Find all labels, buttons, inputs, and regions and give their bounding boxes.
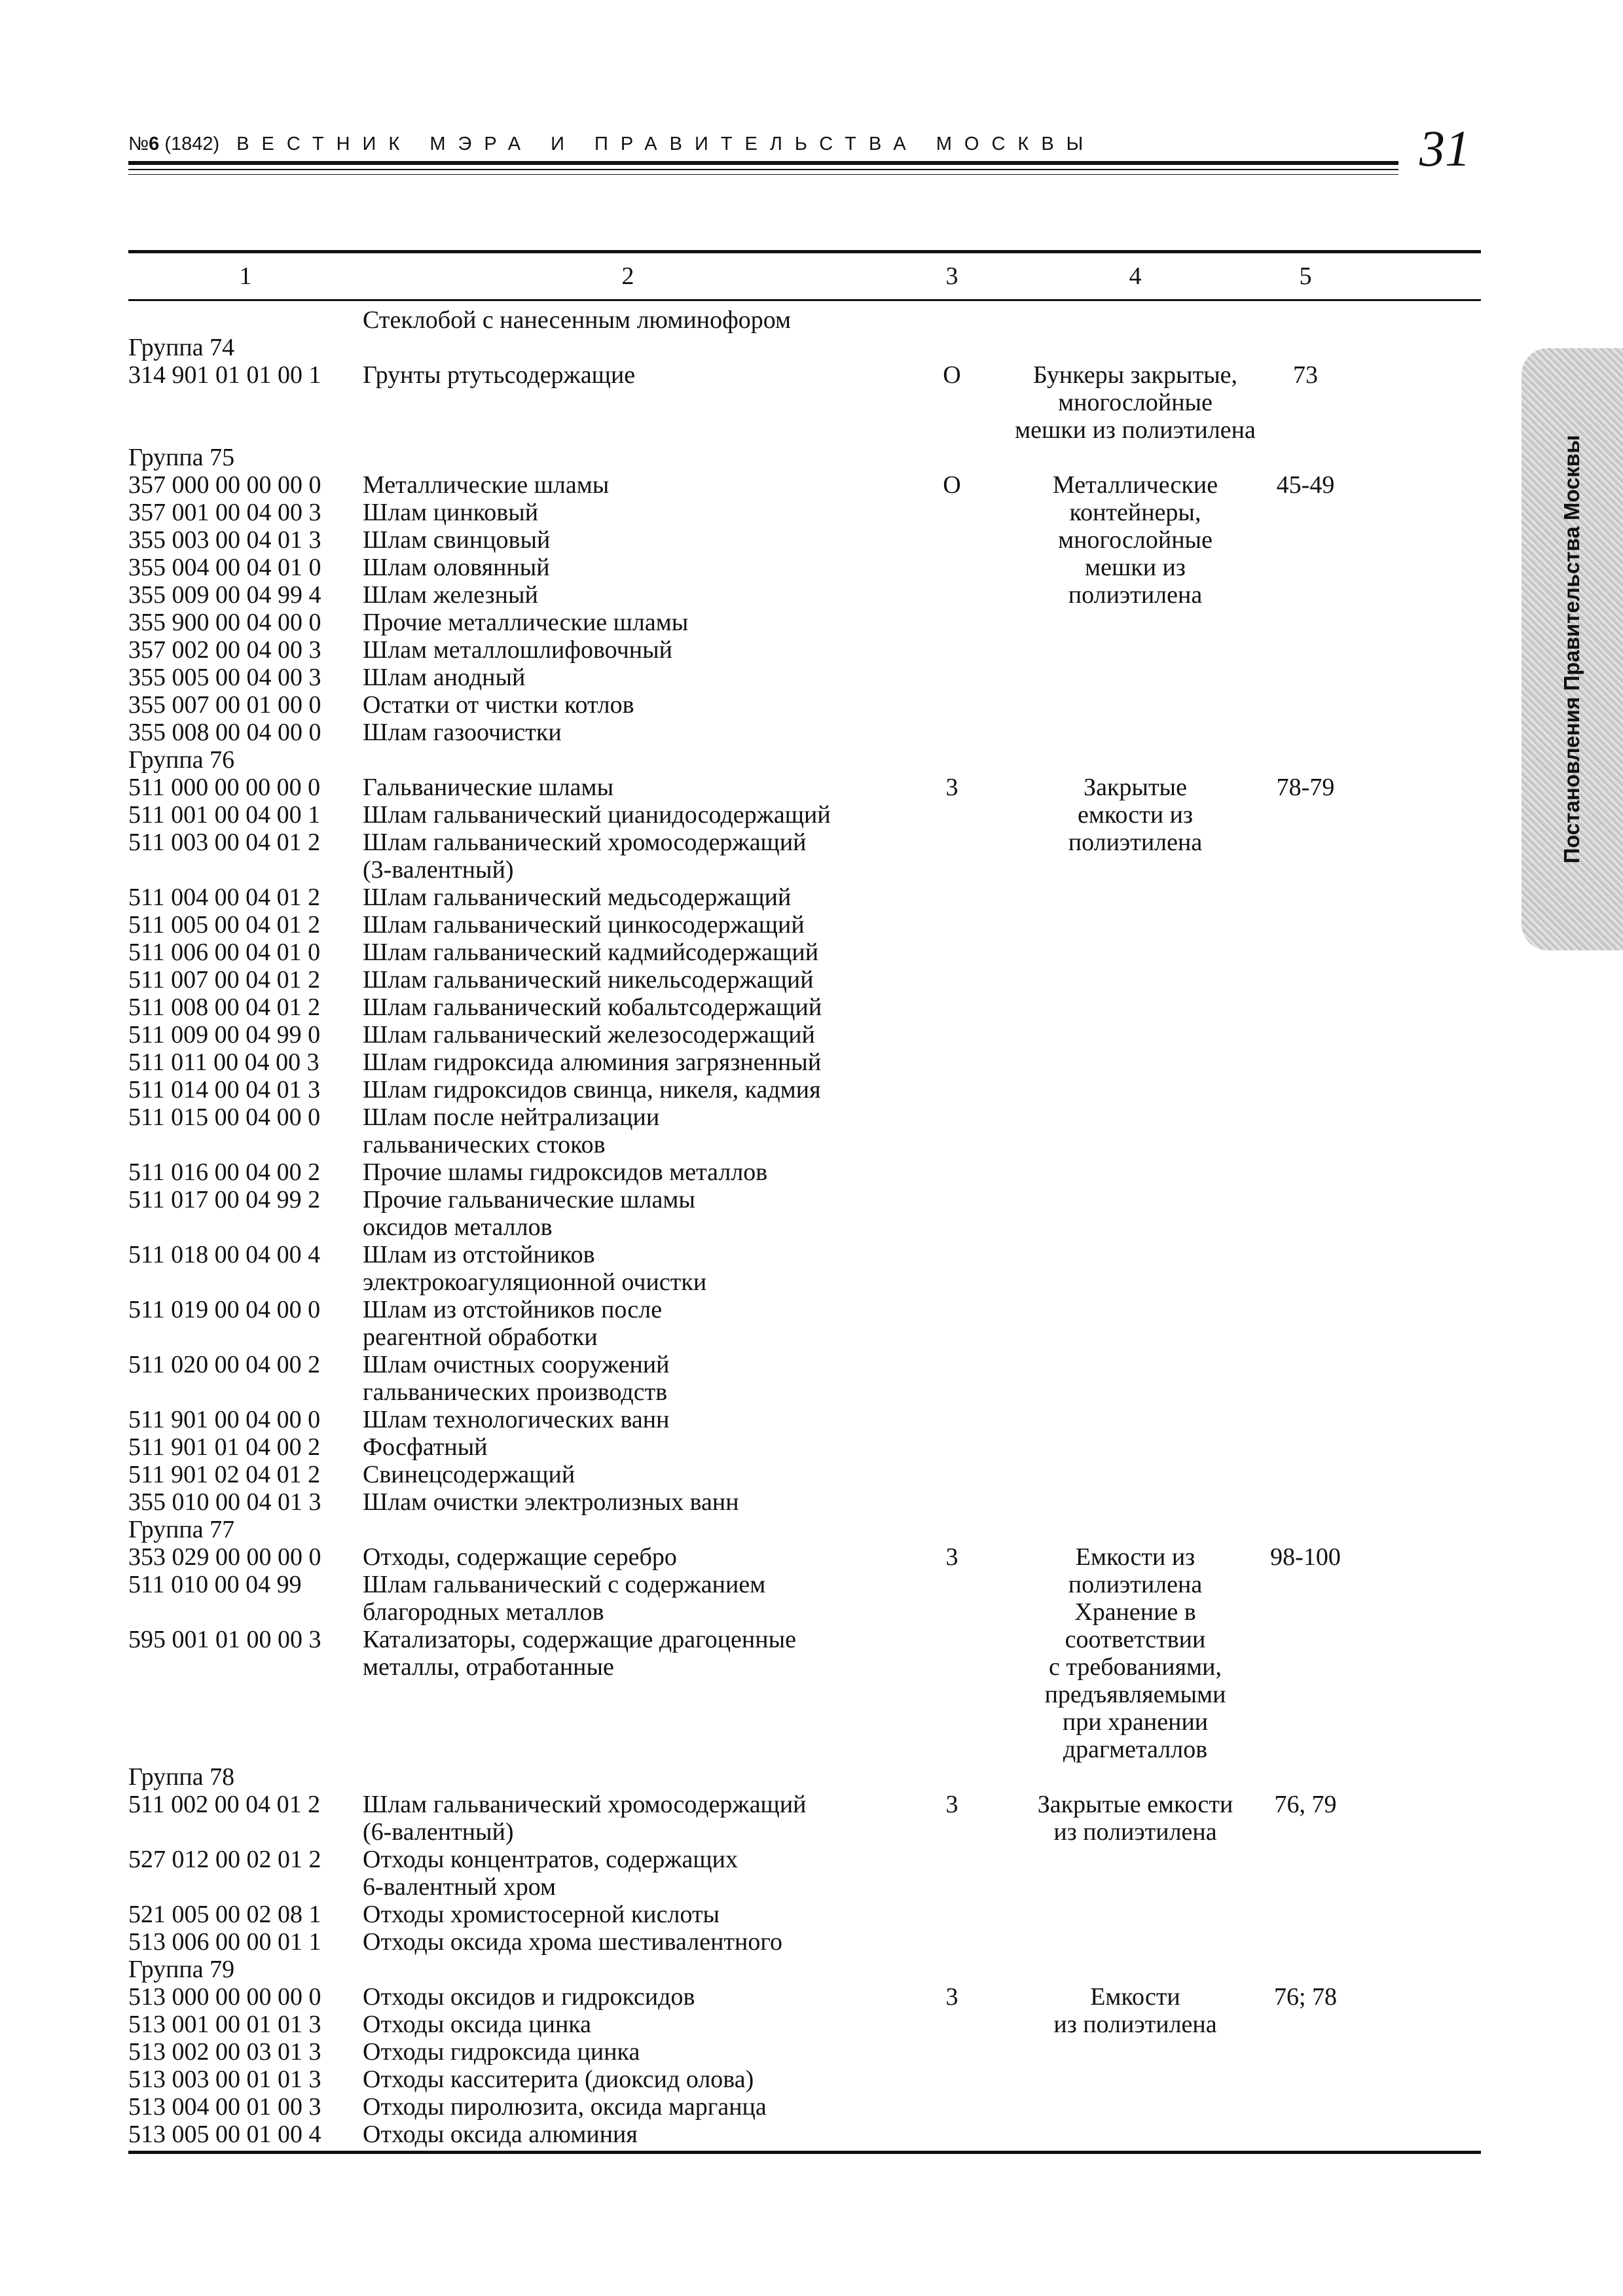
group-label: Группа 77 bbox=[128, 1516, 235, 1543]
table-body bbox=[128, 301, 1481, 2148]
section-tab-text: Постановления Правительства Москвы bbox=[1559, 435, 1584, 864]
storage-conditions: Бункеры закрытые, многослойные мешки из полиэтилена bbox=[1015, 361, 1256, 444]
column-header-2: 2 bbox=[621, 262, 634, 290]
column-header-1: 1 bbox=[239, 262, 252, 290]
waste-codes: 353 029 00 00 00 0 511 010 00 04 99 595 001 01 00 00 3 bbox=[128, 1543, 321, 1653]
waste-names: Грунты ртутьсодержащие bbox=[363, 361, 636, 389]
waste-names: Гальванические шламы Шлам гальванический цианидосодержащий Шлам гальванический хромосодержащий (3-валентный) Шлам гальванический медьсодержащий Шлам гальванический цинкосодержащий Шлам гальванический кадмийсодержащий Шлам гальванический никельсодержащий Шлам гальванический кобальтсодержащий Шлам гальванический железосодержащий Шлам гидроксида алюминия загрязненный Шлам гидроксидов свинца, никеля, кадмия Шлам после нейтрализации гальванических стоков Прочие шламы гидроксидов металлов Прочие гальванические шламы оксидов металлов Шлам из отстойников электрокоагуляционной очистки Шлам из отстойников после реагентной обработки Шлам очистных сооружений гальванических производств Шлам технологических ванн Фосфатный Свинецсодержащий Шлам очистки электролизных ванн bbox=[363, 774, 831, 1516]
storage-conditions: Металлические контейнеры, многослойные мешки из полиэтилена bbox=[1052, 471, 1218, 609]
table-bottom-rule bbox=[128, 2151, 1481, 2154]
journal-title: ВЕСТНИК МЭРА И ПРАВИТЕЛЬСТВА МОСКВЫ bbox=[236, 134, 1096, 154]
hazard-class: О bbox=[943, 471, 961, 499]
storage-conditions: Закрытые емкости из полиэтилена bbox=[1068, 774, 1203, 856]
table-row bbox=[128, 1543, 1481, 1763]
group-label: Группа 75 bbox=[128, 444, 235, 471]
table-row bbox=[128, 471, 1481, 746]
column-header-4: 4 bbox=[1129, 262, 1142, 290]
compatible-groups: 45-49 bbox=[1276, 471, 1335, 499]
running-head bbox=[128, 134, 1095, 155]
hazard-class: 3 bbox=[945, 1791, 958, 1818]
waste-names: Отходы оксидов и гидроксидов Отходы оксида цинка Отходы гидроксида цинка Отходы касситерита (диоксид олова) Отходы пиролюзита, оксида марганца Отходы оксида алюминия bbox=[363, 1983, 767, 2148]
waste-codes: 511 000 00 00 00 0 511 001 00 04 00 1 511 003 00 04 01 2 511 004 00 04 01 2 511 005 00 04 01 2 511 006 00 04 01 0 511 007 00 04 01 2 511 008 00 04 01 2 511 009 00 04 99 0 511 011 00 04 00 3 511 014 00 04 01 3 511 015 00 04 00 0 511 016 00 04 00 2 511 017 00 04 99 2 511 018 00 04 00 4 511 019 00 04 00 0 511 020 00 04 00 2 511 901 00 04 00 0 511 901 01 04 00 2 511 901 02 04 01 2 355 010 00 04 01 3 bbox=[128, 774, 321, 1516]
waste-names: Металлические шламы Шлам цинковый Шлам свинцовый Шлам оловянный Шлам железный Прочие металлические шламы Шлам металлошлифовочный Шлам анодный Остатки от чистки котлов Шлам газоочистки bbox=[363, 471, 689, 746]
group-label: Группа 79 bbox=[128, 1956, 235, 1983]
waste-codes: 511 002 00 04 01 2 527 012 00 02 01 2 521 005 00 02 08 1 513 006 00 00 01 1 bbox=[128, 1791, 321, 1956]
header-rule bbox=[128, 169, 1398, 170]
table-row bbox=[128, 1983, 1481, 2148]
waste-names: Шлам гальванический хромосодержащий (6-валентный) Отходы концентратов, содержащих 6-валентный хром Отходы хромистосерной кислоты Отходы оксида хрома шестивалентного bbox=[363, 1791, 807, 1956]
hazard-class: 3 bbox=[945, 774, 958, 801]
column-header-5: 5 bbox=[1299, 262, 1312, 290]
waste-name: Стеклобой с нанесенным люминофором bbox=[363, 306, 792, 334]
group-label: Группа 76 bbox=[128, 746, 235, 774]
table-row bbox=[128, 1791, 1481, 1956]
compatible-groups: 76, 79 bbox=[1274, 1791, 1337, 1818]
group-label: Группа 74 bbox=[128, 334, 235, 361]
hazard-class: 3 bbox=[945, 1543, 958, 1571]
compatible-groups: 73 bbox=[1293, 361, 1318, 389]
waste-codes: 314 901 01 01 00 1 bbox=[128, 361, 321, 389]
hazard-class: О bbox=[943, 361, 961, 389]
waste-codes: 513 000 00 00 00 0 513 001 00 01 01 3 513 002 00 03 01 3 513 003 00 01 01 3 513 004 00 01 00 3 513 005 00 01 00 4 bbox=[128, 1983, 321, 2148]
column-header-3: 3 bbox=[945, 262, 958, 290]
section-tab-label bbox=[1522, 348, 1623, 950]
waste-names: Отходы, содержащие серебро Шлам гальванический с содержанием благородных металлов Катализаторы, содержащие драгоценные металлы, отработанные bbox=[363, 1543, 796, 1681]
storage-conditions: Закрытые емкости из полиэтилена bbox=[1037, 1791, 1233, 1846]
issue-year: (1842) bbox=[164, 134, 220, 154]
header-rule bbox=[128, 161, 1398, 165]
table-row bbox=[128, 774, 1481, 1516]
table-header-row bbox=[128, 253, 1481, 299]
hazard-class: 3 bbox=[945, 1983, 958, 2011]
waste-table bbox=[128, 250, 1481, 2154]
header-rule bbox=[128, 174, 1398, 175]
storage-conditions: Емкости из полиэтилена bbox=[1053, 1983, 1217, 2038]
page-header bbox=[128, 128, 1398, 181]
compatible-groups: 76; 78 bbox=[1273, 1983, 1338, 2011]
waste-codes: 357 000 00 00 00 0 357 001 00 04 00 3 355 003 00 04 01 3 355 004 00 04 01 0 355 009 00 04 99 4 355 900 00 04 00 0 357 002 00 04 00 3 355 005 00 04 00 3 355 007 00 01 00 0 355 008 00 04 00 0 bbox=[128, 471, 321, 746]
storage-conditions: Емкости из полиэтилена Хранение в соответствии с требованиями, предъявляемыми при хранении драгметаллов bbox=[1044, 1543, 1226, 1763]
page-number: 31 bbox=[1419, 120, 1470, 177]
group-label: Группа 78 bbox=[128, 1763, 235, 1791]
issue-number: 6 bbox=[149, 134, 160, 154]
table-row bbox=[128, 361, 1481, 444]
compatible-groups: 78-79 bbox=[1276, 774, 1335, 801]
compatible-groups: 98-100 bbox=[1270, 1543, 1341, 1571]
table-row bbox=[128, 306, 1481, 334]
issue-sign: № bbox=[128, 134, 149, 154]
